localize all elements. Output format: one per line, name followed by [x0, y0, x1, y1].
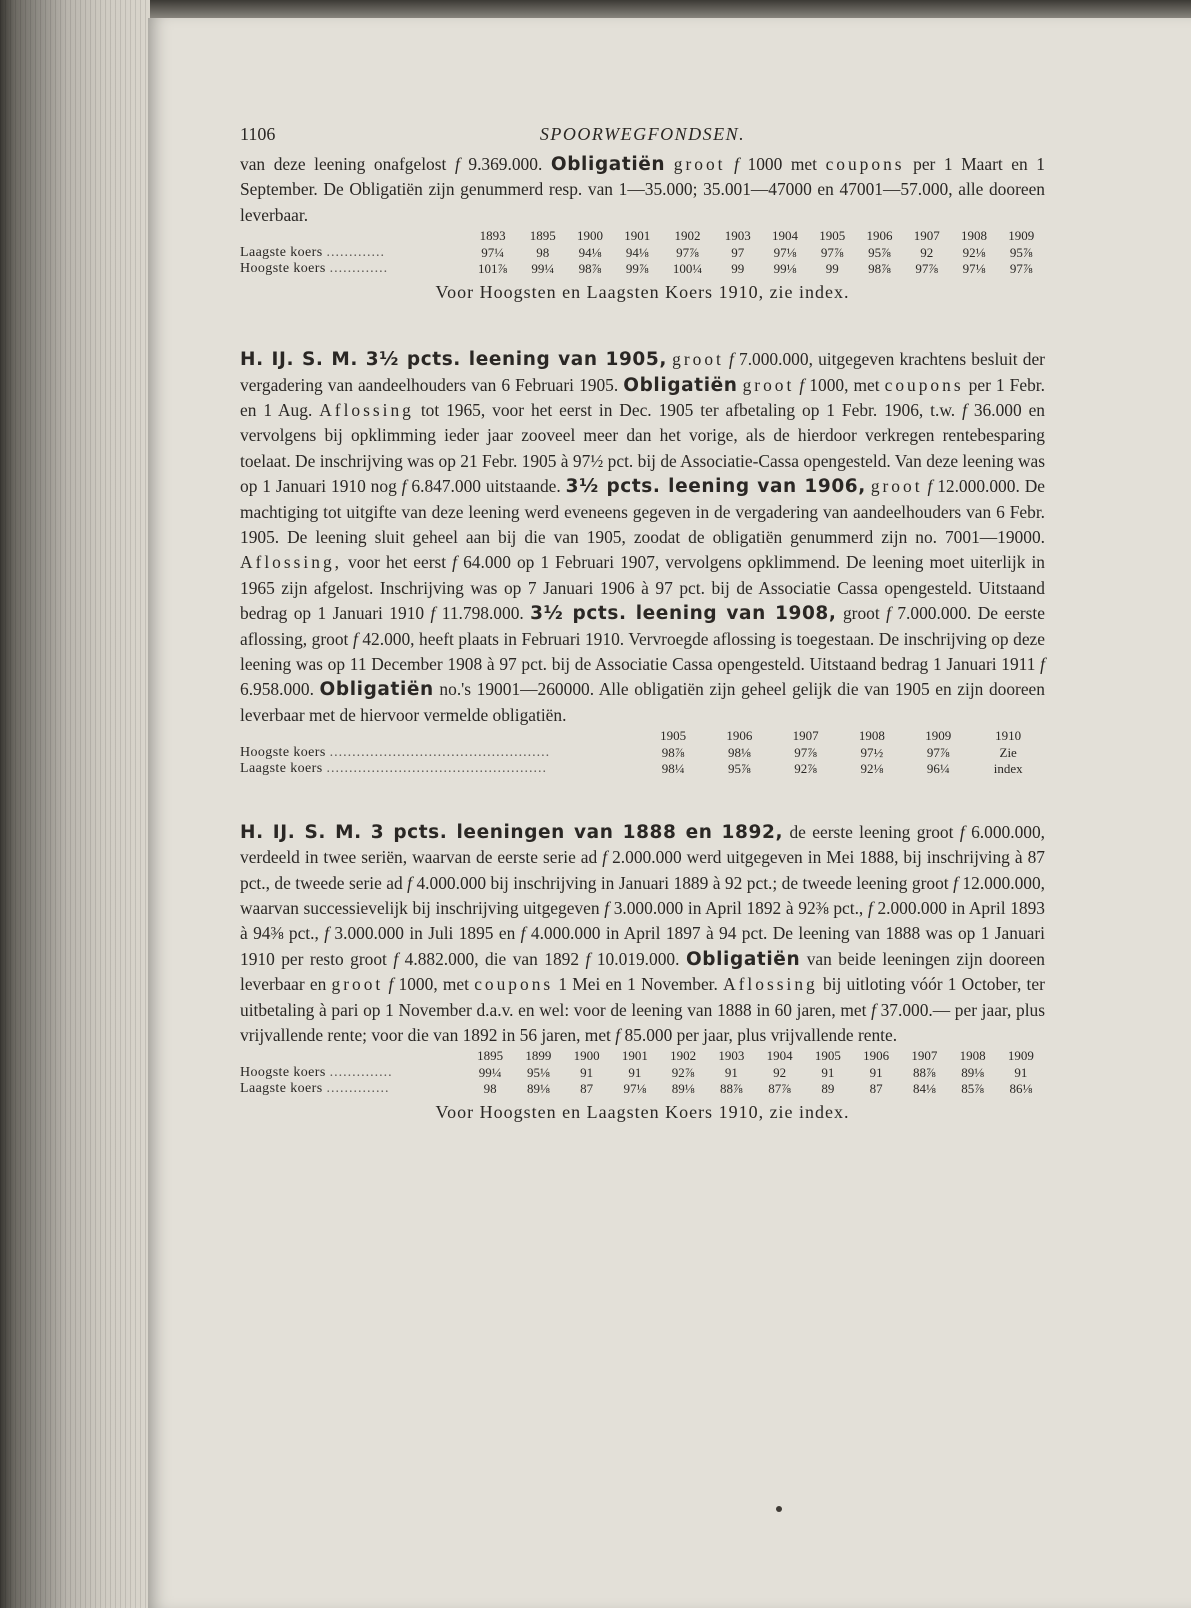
florin-sign: f: [388, 974, 394, 995]
year-header: 1905: [660, 728, 687, 744]
florin-sign: f: [729, 349, 734, 370]
row-label: Laagste koers: [240, 244, 323, 260]
text: 3.000.000 in April 1892 à 92⅜ pct.,: [613, 897, 864, 918]
section-gap: [240, 305, 1045, 347]
quote-table-1: [240, 228, 1045, 278]
text: groot: [842, 603, 880, 624]
table-cell: 91: [580, 1064, 594, 1080]
text: 4.882.000, die van 1892: [404, 948, 580, 969]
table-cell: 99⅛: [773, 261, 797, 277]
table-cell: 99¼: [531, 261, 555, 277]
year-header: 1900: [573, 1048, 600, 1064]
table-cell: 89⅛: [961, 1064, 984, 1080]
table-cell: 89⅛: [671, 1081, 695, 1097]
row-label: Hoogste koers: [240, 1064, 326, 1080]
book-page: [148, 18, 1191, 1608]
year-header: 1903: [718, 1048, 745, 1064]
year-header: 1903: [724, 228, 751, 244]
table-cell: 87: [869, 1081, 883, 1097]
table-cell: 92⅞: [794, 761, 818, 777]
table-corner: [240, 228, 466, 245]
page-number: 1106: [240, 124, 276, 144]
florin-sign: f: [1040, 654, 1045, 674]
table-cell: 97⅞: [794, 744, 818, 760]
table-cell: 88⅞: [913, 1064, 936, 1080]
table-cell: 91: [724, 1064, 738, 1080]
year-header: 1901: [624, 228, 651, 244]
florin-sign: f: [604, 897, 610, 918]
text: bij uitloting vóór 1 October, ter uitbetaling à pari op 1 November d.a.v. en wel: voor de leening van 1888 in 60 jaren, met: [240, 974, 1045, 1020]
section-heading: H. IJ. S. M. 3½ pcts. leening van 1905,: [240, 349, 668, 371]
table-cell: 97⅛: [962, 261, 986, 277]
row-label: Laagste koers: [240, 761, 323, 777]
paragraph-1: [240, 152, 1045, 228]
year-header: 1905: [814, 1048, 841, 1064]
quote-table-2: [240, 728, 1045, 778]
florin-sign: f: [959, 821, 965, 842]
florin-sign: f: [452, 552, 458, 573]
florin-sign: f: [871, 999, 876, 1020]
keyword-obligatien: Obligatiën: [685, 948, 801, 970]
text: tot 1965, voor het eerst in Dec. 1905 ter afbetaling op 1 Febr. 1906, t.w.: [420, 399, 956, 420]
running-title: SPOORWEGFONDSEN.: [539, 124, 746, 144]
running-head: [240, 108, 1045, 148]
book-page-edges: [0, 0, 150, 1608]
text: 2.000.000 werd uitgegeven in Mei 1888, bij inschrijving à 87 pct., de tweede serie ad: [240, 847, 1045, 893]
row-label: Hoogste koers: [240, 744, 326, 760]
table-cell: 94⅛: [625, 244, 649, 260]
table-cell: 94⅛: [578, 244, 602, 260]
year-header: 1908: [858, 728, 885, 744]
text: 42.000, heeft plaats in Februari 1910. Vervroegde aflossing is toegestaan. De inschrijving op deze leening was op 11 December 1908 à 97 pct. bij de Associatie Cassa opengesteld. Uitstaand bedrag 1 Januari 1911: [240, 628, 1045, 674]
table-cell: 96¼: [926, 761, 950, 777]
table-cell: 91: [628, 1064, 642, 1080]
year-header: 1909: [1008, 228, 1035, 244]
section-heading: H. IJ. S. M. 3 pcts. leeningen van 1888 en 1892,: [240, 821, 784, 843]
table-cell: 92⅛: [962, 244, 986, 260]
keyword-obligatien: Obligatiën: [623, 374, 738, 396]
spaced-word: coupons: [825, 154, 905, 174]
table-corner: [240, 728, 640, 745]
year-header: 1907: [792, 728, 819, 744]
table-cell: 92⅞: [671, 1064, 695, 1080]
table-corner: [240, 1048, 466, 1065]
florin-sign: f: [407, 872, 412, 893]
table-cell: 97⅞: [820, 244, 844, 260]
text: 36.000 en vervolgens bij opklimming ieder jaar zooveel meer dan het vorige, als de hierdoor verkregen rentebesparing toelaat. De inschrijving was op 21 Febr. 1905 à 97½ pct. bij de Associatie-Cassa opengesteld. Van deze leening was op 1 Januari 1910 nog: [240, 399, 1046, 497]
table-cell: 99⅞: [625, 261, 649, 277]
year-header: 1895: [477, 1048, 504, 1064]
row-label-cell: [240, 261, 466, 278]
florin-sign: f: [799, 374, 805, 395]
table-row: [240, 1081, 1045, 1098]
table-header-row: [240, 228, 1045, 245]
florin-sign: f: [602, 847, 608, 868]
section-heading: 3½ pcts. leening van 1908,: [530, 603, 837, 625]
quote-table-3: [240, 1048, 1045, 1098]
text: 1 Mei en 1 November.: [558, 974, 718, 995]
row-label-cell: [240, 745, 640, 762]
spaced-word: Aflossing,: [240, 552, 342, 573]
florin-sign: f: [324, 923, 330, 944]
text: 9.369.000.: [468, 154, 543, 174]
text: 6.958.000.: [240, 679, 314, 700]
year-header: 1908: [959, 1048, 986, 1064]
year-header: 1895: [529, 228, 556, 244]
row-label-cell: [240, 245, 466, 262]
year-header: 1902: [670, 1048, 697, 1064]
table-cell: index: [993, 761, 1023, 777]
florin-sign: f: [401, 476, 407, 497]
text: van beide leeningen zijn dooreen leverbaar en: [240, 948, 1045, 995]
table-cell: 98: [536, 244, 550, 260]
table-cell: 89⅛: [527, 1081, 550, 1097]
year-header: 1904: [771, 228, 798, 244]
text: 6.000.000, verdeeld in twee seriën, waarvan de eerste serie ad: [240, 821, 1046, 868]
table-cell: 97⅛: [623, 1081, 647, 1097]
text: 1000 met: [747, 154, 817, 174]
text: 4.000.000 bij inschrijving in Januari 1889 à 92 pct.; de tweede leening groot: [416, 872, 949, 893]
text: 3.000.000 in Juli 1895 en: [334, 923, 516, 944]
table-cell: 98⅛: [728, 744, 751, 760]
leader-dots: .................................................: [329, 744, 551, 760]
text: 7.000.000. De eerste aflossing, groot: [240, 603, 1045, 649]
table-cell: 95⅞: [728, 761, 751, 777]
text: 4.000.000 in April 1897 à 94 pct. De leening van 1888 was op 1 Januari 1910 per resto groot: [240, 923, 1045, 969]
spaced-word: Aflossing: [723, 974, 818, 995]
table-cell: 101⅞: [477, 261, 508, 277]
page-content: [240, 108, 1045, 1125]
florin-sign: f: [585, 948, 591, 969]
florin-sign: f: [927, 476, 933, 497]
leader-dots: ..............: [326, 1081, 390, 1097]
text: voor het eerst: [348, 552, 447, 573]
year-header: 1909: [925, 728, 952, 744]
florin-sign: f: [520, 923, 526, 944]
text: de eerste leening groot: [789, 821, 954, 842]
table-cell: 84⅛: [913, 1081, 936, 1097]
table-header-row: [240, 1048, 1045, 1065]
text: per 1 Maart en 1 September. De Obligatiën zijn genummerd resp. van 1—35.000; 35.001—47000 en 47001—57.000, alle dooreen leverbaar.: [240, 154, 1045, 225]
table-cell: 98⅞: [661, 744, 685, 760]
table-cell: 97: [731, 244, 745, 260]
table-cell: 98⅞: [868, 261, 891, 277]
row-label: Laagste koers: [240, 1081, 323, 1097]
year-header: 1904: [766, 1048, 793, 1064]
table-cell: 98¼: [661, 761, 685, 777]
ink-dot: [776, 1506, 782, 1512]
table-cell: 95⅞: [868, 244, 891, 260]
year-header: 1905: [819, 228, 846, 244]
year-header: 1909: [1007, 1048, 1034, 1064]
text: per 1 Febr. en 1 Aug.: [240, 374, 1045, 420]
table-row: [240, 761, 1045, 778]
index-note: Voor Hoogsten en Laagsten Koers 1910, zie index.: [435, 281, 850, 302]
text: 12.000.000, waarvan successievelijk bij inschrijving uitgegeven: [240, 872, 1045, 918]
leader-dots: ..............: [329, 1064, 393, 1080]
table-cell: 100¼: [672, 261, 703, 277]
row-label-cell: [240, 1081, 466, 1098]
table-row: [240, 1065, 1045, 1082]
table-cell: 97⅞: [1009, 261, 1033, 277]
year-header: 1906: [866, 228, 893, 244]
row-label: Hoogste koers: [240, 261, 326, 277]
florin-sign: f: [615, 1024, 621, 1045]
spaced-word: groot: [742, 374, 795, 395]
keyword-obligatien: Obligatiën: [550, 154, 666, 175]
year-header: 1900: [577, 228, 604, 244]
text: 12.000.000. De machtiging tot uitgifte van deze leening werd eveneens gegeven in de vergadering van aandeelhouders van 6 Febr. 1905. De leening sluit geheel aan bij die van 1905, zoodat de obligatiën genummerd zijn no. 7001—19000.: [240, 476, 1045, 547]
paragraph-2: [240, 347, 1045, 728]
table-cell: 99¼: [478, 1064, 502, 1080]
leader-dots: .................................................: [326, 761, 547, 777]
florin-sign: f: [352, 628, 358, 649]
section-gap: [240, 778, 1045, 820]
text: 6.847.000 uitstaande.: [411, 476, 561, 497]
table-cell: 87: [580, 1081, 594, 1097]
table-cell: 91: [1014, 1064, 1028, 1080]
table-cell: 92⅛: [860, 761, 884, 777]
table-row: [240, 745, 1045, 762]
florin-sign: f: [886, 603, 891, 624]
table-cell: 95⅞: [1009, 244, 1033, 260]
table-cell: 91: [869, 1064, 883, 1080]
row-label-cell: [240, 761, 640, 778]
table-row: [240, 261, 1045, 278]
florin-sign: f: [867, 897, 873, 918]
table-cell: 86⅛: [1009, 1081, 1033, 1097]
table-cell: 97⅛: [773, 244, 797, 260]
text: 1000, met: [398, 974, 469, 995]
table-cell: 99: [731, 261, 745, 277]
year-header: 1901: [621, 1048, 648, 1064]
spaced-word: coupons: [474, 974, 554, 995]
text: 37.000.— per jaar, plus vrijvallende rente; voor die van 1892 in 56 jaren, met: [240, 999, 1045, 1045]
year-header: 1910: [995, 728, 1022, 744]
keyword-obligatien: Obligatiën: [319, 679, 434, 701]
table-cell: 95⅛: [527, 1064, 550, 1080]
year-header: 1902: [674, 228, 701, 244]
text: 2.000.000 in April 1893 à 94⅜ pct.,: [240, 897, 1045, 944]
table-cell: 85⅞: [961, 1081, 984, 1097]
text: uitgegeven krachtens besluit der vergadering van aandeelhouders van 6 Februari 1905.: [240, 349, 1045, 395]
paragraph-3: [240, 820, 1045, 1049]
table-cell: 92: [920, 244, 934, 260]
text: 7.000.000,: [739, 349, 813, 370]
table-cell: 88⅞: [720, 1081, 743, 1097]
year-header: 1906: [863, 1048, 890, 1064]
spaced-word: coupons: [884, 374, 964, 395]
spaced-word: groot: [870, 476, 923, 497]
text: van deze leening onafgelost: [240, 154, 447, 174]
leader-dots: .............: [329, 261, 389, 277]
table-cell: 92: [773, 1064, 787, 1080]
table-cell: 97½: [860, 744, 884, 760]
spaced-word: groot: [672, 349, 724, 370]
text: 1000, met: [809, 374, 880, 395]
text: 64.000 op 1 Februari 1907, vervolgens opklimmend. De leening moet uiterlijk in 1965 zijn afgelost. Inschrijving was op 7 Januari 1906 à 97 pct. bij de Associatie Cassa opengesteld. Uitstaand bedrag op 1 Januari 1910: [240, 552, 1045, 624]
spaced-word: groot: [331, 974, 384, 995]
table-cell: 87⅞: [768, 1081, 791, 1097]
leader-dots: .............: [326, 244, 385, 260]
table-cell: 97⅞: [926, 744, 950, 760]
year-header: 1907: [911, 1048, 938, 1064]
florin-sign: f: [953, 872, 958, 893]
table-cell: 97¼: [481, 244, 504, 260]
florin-sign: f: [962, 399, 967, 420]
table-cell: 98⅞: [578, 261, 602, 277]
spaced-word: groot: [673, 154, 726, 174]
table-cell: 89: [821, 1081, 835, 1097]
florin-sign: f: [454, 154, 460, 174]
table-cell: 99: [825, 261, 839, 277]
florin-sign: f: [393, 948, 399, 969]
florin-sign: f: [430, 603, 436, 624]
year-header: 1893: [479, 228, 506, 244]
table-cell: Zie: [999, 744, 1017, 760]
year-header: 1906: [726, 728, 753, 744]
year-header: 1907: [913, 228, 940, 244]
row-label-cell: [240, 1065, 466, 1082]
text: 85.000 per jaar, plus vrijvallende rente.: [624, 1024, 898, 1045]
florin-sign: f: [734, 154, 739, 174]
table-cell: 97⅞: [915, 261, 939, 277]
section-heading: 3½ pcts. leening van 1906,: [565, 476, 866, 498]
table-cell: 91: [821, 1064, 835, 1080]
text: no.'s 19001—260000. Alle obligatiën zijn geheel gelijk die van 1905 en zijn dooreen leverbaar met de hiervoor vermelde obligatiën.: [240, 679, 1045, 725]
year-header: 1899: [525, 1048, 552, 1064]
text: 10.019.000.: [596, 948, 680, 969]
spaced-word: Aflossing: [319, 399, 414, 420]
table-header-row: [240, 728, 1045, 745]
index-note: Voor Hoogsten en Laagsten Koers 1910, zie index.: [435, 1101, 850, 1122]
table-cell: 98: [483, 1081, 497, 1097]
table-cell: 97⅞: [676, 244, 699, 260]
year-header: 1908: [960, 228, 987, 244]
text: 11.798.000.: [441, 603, 524, 624]
table-row: [240, 245, 1045, 262]
